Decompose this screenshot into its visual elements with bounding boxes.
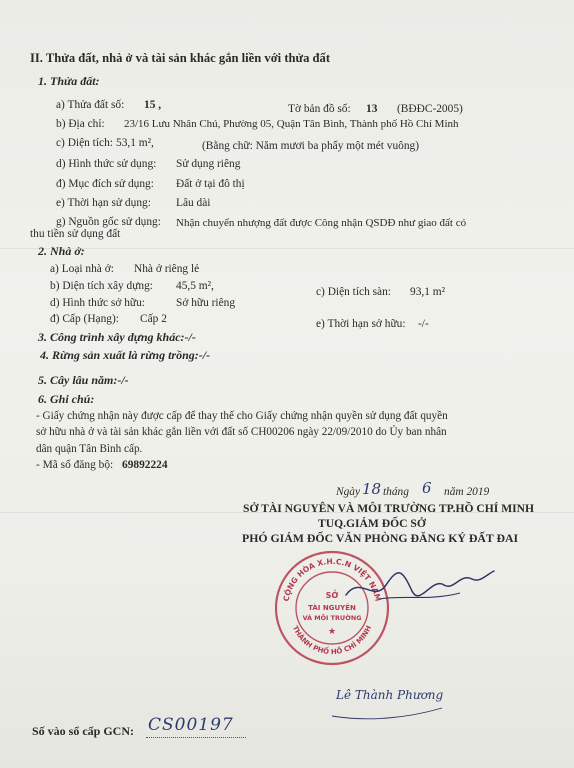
map-label: Tờ bản đồ số:	[288, 103, 351, 115]
signer-position: PHÓ GIÁM ĐỐC VĂN PHÒNG ĐĂNG KÝ ĐẤT ĐAI	[242, 531, 519, 545]
origin-value-1: Nhận chuyển nhượng đất được Công nhận QSDĐ như giao đất có	[176, 217, 467, 229]
house-heading: 2. Nhà ở:	[38, 244, 85, 258]
own-term-label: e) Thời hạn sở hữu:	[316, 318, 406, 330]
register-label: Số vào sổ cấp GCN:	[32, 724, 135, 738]
floor-area-label: c) Diện tích sàn:	[316, 286, 391, 298]
notes-heading: 6. Ghi chú:	[38, 392, 95, 406]
issuing-agency: SỞ TÀI NGUYÊN VÀ MÔI TRƯỜNG TP.HỒ CHÍ MINH	[243, 502, 535, 515]
area-value: 53,1 m²,	[116, 137, 154, 149]
origin-value-2: thu tiền sử dụng đất	[30, 228, 121, 240]
ownership-label: d) Hình thức sở hữu:	[50, 297, 145, 309]
register-dotted-line	[146, 737, 246, 738]
note-line-2: sở hữu nhà ở và tài sản khác gắn liền với đất số CH00206 ngày 22/09/2010 do Ủy ban nhân	[36, 426, 447, 438]
stamp-center-3: VÀ MÔI TRƯỜNG	[302, 614, 362, 622]
section-title: II. Thửa đất, nhà ở và tài sản khác gắn liền với thửa đất	[30, 51, 331, 65]
reg-label: - Mã số đăng bộ:	[36, 459, 114, 471]
signer-underline	[328, 686, 448, 726]
stamp-center-1: SỞ	[325, 591, 339, 600]
house-type-value: Nhà ở riêng lẻ	[134, 263, 200, 275]
address-value: 23/16 Lưu Nhân Chú, Phường 05, Quận Tân Bình, Thành phố Hồ Chí Minh	[124, 118, 459, 130]
use-term-value: Lâu dài	[176, 197, 211, 209]
area-words: (Bằng chữ: Năm mươi ba phẩy một mét vuông)	[202, 140, 420, 152]
parcel-value: 15 ,	[144, 99, 162, 111]
reg-value: 69892224	[122, 459, 168, 471]
signer-name: Lê Thành Phương	[336, 688, 444, 702]
on-behalf-of: TUQ.GIÁM ĐỐC SỞ	[318, 517, 426, 530]
parcel-label: a) Thửa đất số:	[56, 99, 125, 111]
stamp-star-icon: ★	[327, 626, 337, 636]
date-day: 18	[362, 480, 382, 498]
date-prefix: Ngày	[336, 486, 361, 498]
area-label: c) Diện tích:	[56, 137, 113, 149]
land-heading: 1. Thửa đất:	[38, 74, 100, 88]
map-value: 13	[366, 103, 378, 115]
signature-scribble	[340, 555, 500, 625]
build-area-label: b) Diện tích xây dựng:	[50, 280, 153, 292]
map-note: (BĐĐC-2005)	[397, 103, 463, 115]
stamp-center-2: TÀI NGUYÊN	[308, 604, 356, 612]
use-form-label: d) Hình thức sử dụng:	[56, 158, 157, 170]
origin-label: g) Nguồn gốc sử dụng:	[56, 216, 161, 228]
production-forest: 4. Rừng sản xuất là rừng trồng:-/-	[40, 348, 211, 362]
note-line-3: dân quận Tân Bình cấp.	[36, 443, 143, 455]
use-purpose-label: đ) Mục đích sử dụng:	[56, 178, 154, 190]
stamp-ring-top: CỘNG HÒA X.H.C.N VIỆT NAM	[281, 556, 383, 603]
build-area-value: 45,5 m²,	[176, 280, 214, 292]
use-form-value: Sử dụng riêng	[176, 158, 241, 170]
address-label: b) Địa chỉ:	[56, 118, 105, 130]
use-purpose-value: Đất ở tại đô thị	[176, 178, 245, 190]
other-construction: 3. Công trình xây dựng khác:-/-	[38, 330, 196, 344]
date-year: năm 2019	[444, 486, 490, 498]
date-month-label: tháng	[383, 486, 409, 498]
house-type-label: a) Loại nhà ở:	[50, 263, 114, 275]
grade-value: Cấp 2	[140, 313, 167, 325]
grade-label: đ) Cấp (Hạng):	[50, 313, 119, 325]
note-line-1: - Giấy chứng nhận này được cấp để thay thế cho Giấy chứng nhận quyền sử dụng đất quyền	[36, 410, 448, 422]
floor-area-value: 93,1 m²	[410, 286, 446, 298]
own-term-value: -/-	[418, 318, 429, 330]
register-value: CS00197	[148, 715, 234, 735]
perennial-trees: 5. Cây lâu năm:-/-	[38, 373, 129, 387]
date-month: 6	[422, 479, 432, 497]
stamp-ring-bottom: THÀNH PHỐ HỒ CHÍ MINH	[290, 624, 374, 657]
use-term-label: e) Thời hạn sử dụng:	[56, 197, 151, 209]
ownership-value: Sở hữu riêng	[176, 297, 236, 309]
